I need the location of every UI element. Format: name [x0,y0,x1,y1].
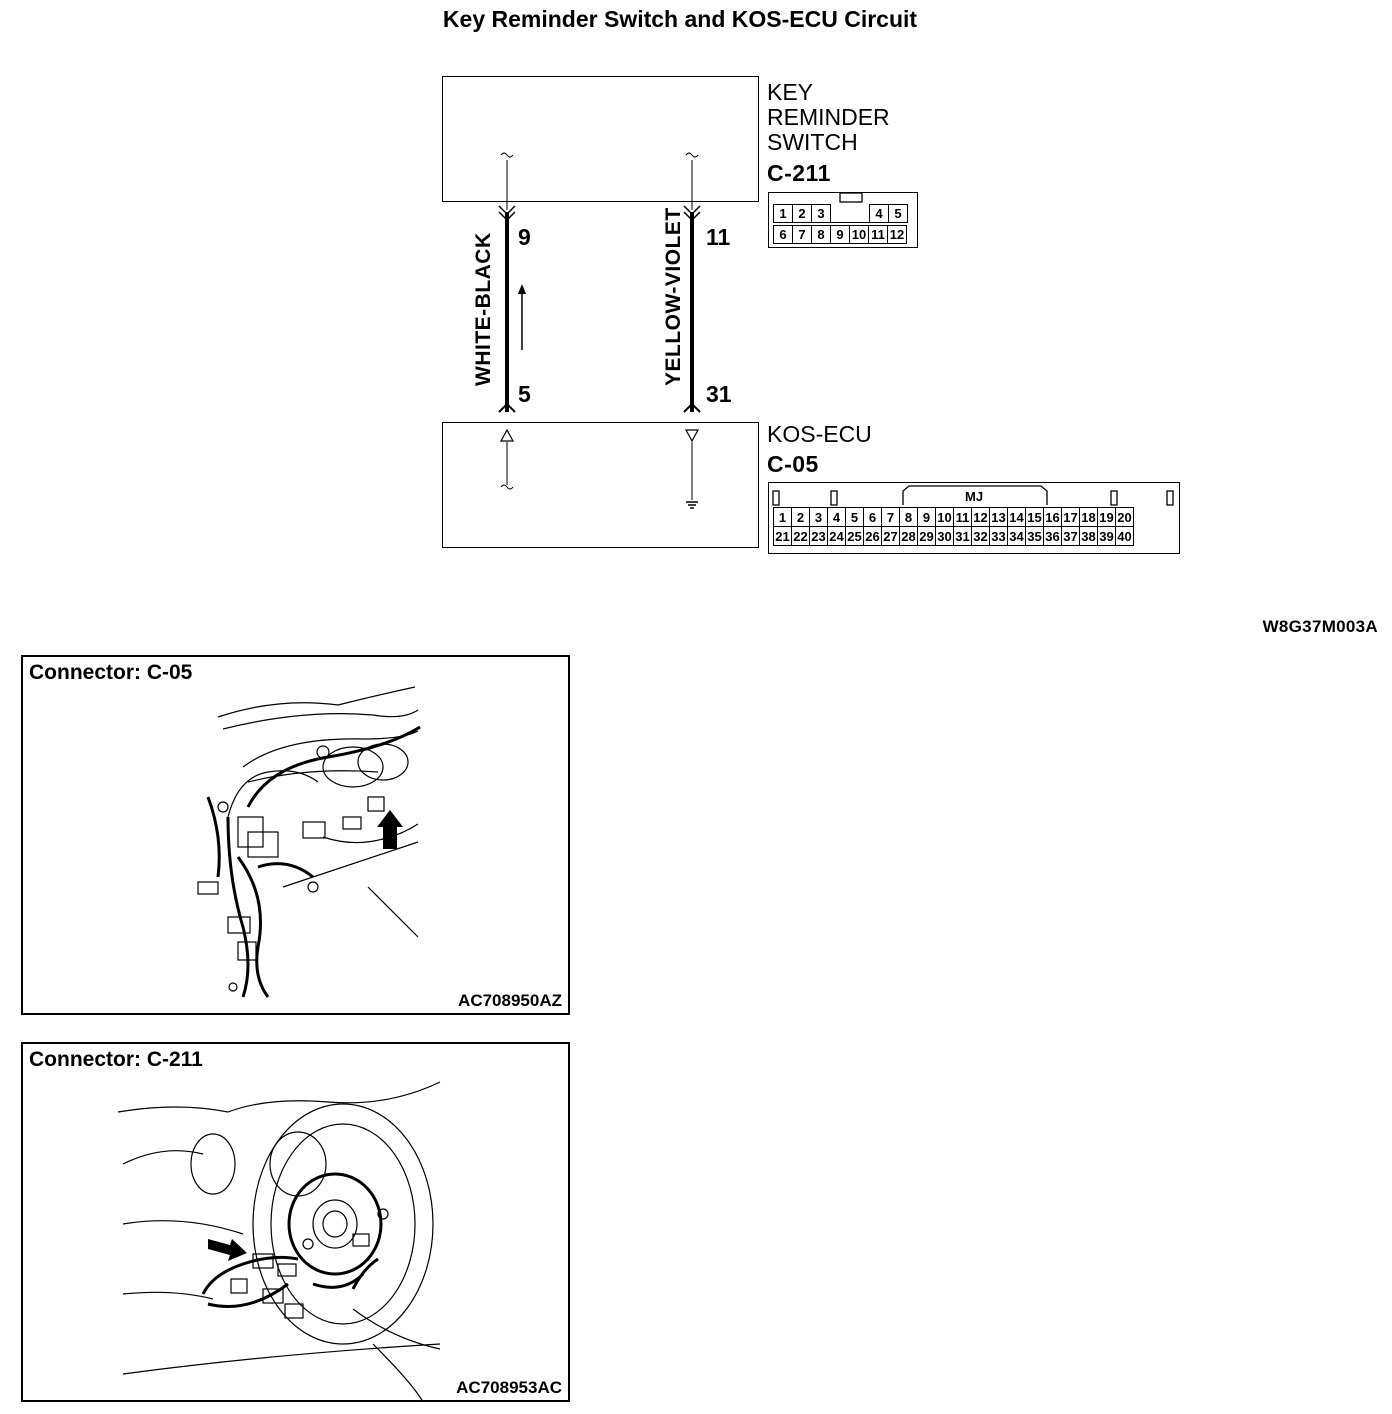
dashboard-harness-illustration [23,657,572,1017]
c05-pin: 5 [846,508,864,527]
c05-pin: 19 [1099,509,1114,525]
c211-pin: 1 [774,205,793,223]
page-title: Key Reminder Switch and KOS-ECU Circuit [442,6,918,32]
c05-pin: 15 [1027,509,1042,525]
c211-pin: 8 [812,226,831,244]
c211-pin: 12 [888,226,907,244]
c05-pin: 22 [793,528,808,544]
arrow-up-icon [518,284,526,350]
ecu-connector-id: C-05 [767,451,819,477]
connector-c211-panel [21,1042,570,1402]
ecu-connector-face [768,482,1180,554]
switch-label-line1: KEY [767,79,814,105]
c05-pin: 2 [792,508,810,527]
c05-pin: 13 [991,509,1006,525]
c05-pin: 11 [954,508,972,527]
c05-pin: 36 [1045,528,1060,544]
wire2-color-label: YELLOW-VIOLET [662,207,685,386]
steering-column-illustration [23,1044,572,1404]
panel-code: AC708953AC [456,1378,562,1397]
figure-code: W8G37M003A [1262,617,1378,636]
c05-pin: 18 [1081,509,1096,525]
c05-pin: 27 [883,528,898,544]
wire1-top-pin: 9 [518,224,531,250]
panel-title: Connector: C-05 [29,661,193,684]
c211-pin: 10 [850,226,869,244]
ecu-label: KOS-ECU [767,421,872,447]
c05-pin: 35 [1027,528,1042,544]
c05-pin: 30 [937,528,952,544]
triangle-output-icon [686,430,698,441]
c05-pin: 14 [1009,509,1024,525]
wire2-top-pin: 11 [706,224,731,250]
panel-title: Connector: C-211 [29,1048,203,1071]
c05-pin: 33 [991,528,1006,544]
c05-pin: 29 [919,528,934,544]
wire2-bottom-pin: 31 [706,381,732,407]
ecu-connector-tag: MJ [965,489,984,504]
c211-pin: 5 [889,205,908,223]
c05-pin: 17 [1063,509,1078,525]
c05-pin: 16 [1045,509,1060,525]
c05-pin: 3 [810,508,828,527]
c05-pin: 6 [864,508,882,527]
c05-pin: 8 [900,508,918,527]
ground-icon [686,502,698,508]
connector-c05-panel [21,655,570,1015]
panel-code: AC708950AZ [458,991,562,1010]
c05-pin: 12 [973,509,988,525]
circuit-wires [0,0,1392,600]
c211-pin: 6 [774,226,793,244]
c05-pin: 37 [1063,528,1078,544]
switch-label-line2: REMINDER [767,104,890,130]
c211-pin: 2 [793,205,812,223]
wire1-bottom-pin: 5 [518,381,531,407]
c05-pin: 10 [937,509,952,525]
c05-pin: 20 [1117,509,1132,525]
c05-pin: 9 [918,508,936,527]
c05-pin: 7 [882,508,900,527]
c05-pin: 4 [828,508,846,527]
c05-pin: 39 [1099,528,1114,544]
c05-pin: 26 [865,528,880,544]
c05-pin: 32 [973,528,988,544]
c05-pin: 1 [774,508,792,527]
c05-pin: 34 [1009,528,1024,544]
c211-pin: 9 [831,226,850,244]
c211-pin: 11 [869,226,888,244]
c05-pin: 23 [811,528,826,544]
c05-pin: 40 [1117,528,1132,544]
c05-pin: 28 [901,528,916,544]
triangle-input-icon [501,430,513,441]
switch-connector-id: C-211 [767,160,831,186]
switch-connector-face [768,192,918,248]
c211-pin: 4 [870,205,889,223]
c211-key-cavity [831,205,870,223]
c05-pin: 25 [847,528,862,544]
c05-pin: 21 [775,528,790,544]
c05-pin: 31 [955,528,970,544]
location-arrow-icon [377,810,403,849]
c211-pin: 3 [812,205,831,223]
c05-pin: 24 [829,528,844,544]
switch-label-line3: SWITCH [767,129,858,155]
c211-pin: 7 [793,226,812,244]
c05-pin: 38 [1081,528,1096,544]
location-arrow-icon [208,1239,247,1261]
wire1-color-label: WHITE-BLACK [472,232,495,386]
